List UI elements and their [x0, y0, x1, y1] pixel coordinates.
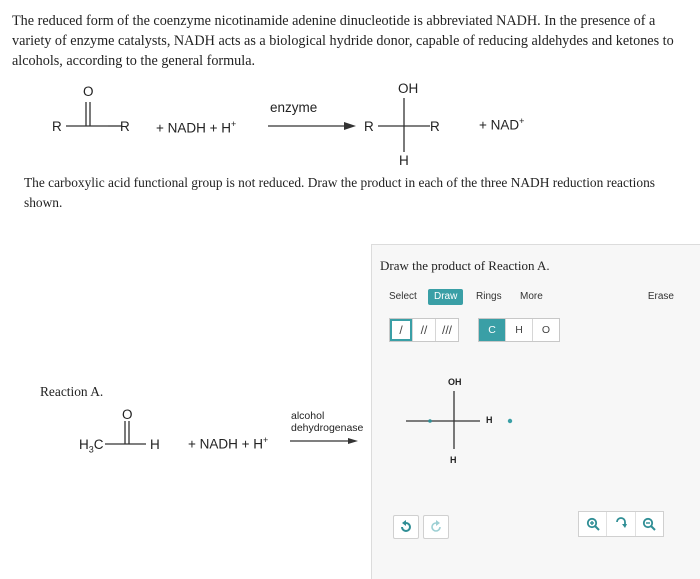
zoom-out-button[interactable] — [636, 512, 663, 536]
triple-bond-button[interactable]: /// — [441, 323, 452, 337]
zoom-controls — [578, 511, 664, 537]
zoom-reset-icon — [614, 517, 628, 531]
oxygen-atom-button[interactable]: O — [541, 324, 551, 336]
ketone-r-right: R — [120, 119, 130, 134]
alcohol-r-left: R — [364, 119, 374, 134]
zoom-out-icon — [642, 517, 656, 531]
canvas-h-bottom: H — [450, 455, 457, 465]
redo-button[interactable] — [423, 515, 449, 539]
alcohol-r-right: R — [430, 119, 440, 134]
ketone-r-left: R — [52, 119, 62, 134]
rings-tool[interactable]: Rings — [476, 291, 502, 302]
draw-tool[interactable]: Draw — [428, 289, 463, 305]
canvas-oh: OH — [448, 377, 462, 387]
general-arrow-label: enzyme — [270, 100, 318, 115]
double-bond-button[interactable]: // — [413, 319, 436, 341]
carbon-atom-button[interactable]: C — [479, 319, 506, 341]
undo-icon — [399, 520, 413, 534]
arrow-label-dehydrogenase: dehydrogenase — [291, 422, 364, 434]
panel-title: Draw the product of Reaction A. — [380, 258, 550, 273]
drawing-canvas[interactable] — [372, 365, 698, 475]
erase-tool[interactable]: Erase — [647, 291, 674, 302]
ketone-oxygen: O — [83, 84, 94, 99]
reaction-a-label: Reaction A. — [40, 384, 104, 399]
hydrogen-atom-button[interactable]: H — [506, 319, 533, 341]
instruction-paragraph: The carboxylic acid functional group is not reduced. Draw the product in each of the three NADH reduction reactions shown. — [24, 175, 655, 210]
alcohol-oh: OH — [398, 81, 419, 96]
drawing-panel — [371, 244, 700, 579]
undo-button[interactable] — [393, 515, 419, 539]
atom-selector — [478, 318, 560, 342]
zoom-in-icon — [586, 517, 600, 531]
arrow-label-alcohol: alcohol — [291, 410, 325, 422]
general-reaction-bonds — [0, 0, 700, 175]
redo-icon — [429, 520, 443, 534]
intro-paragraph: The reduced form of the coenzyme nicotinamide adenine dinucleotide is abbreviated NADH. In the presence of a variety of enzyme catalysts, NADH acts as a biological hydride donor, capable of reducing aldehydes and ketones to alcohols, according to the general formula. — [12, 13, 674, 69]
zoom-reset-button[interactable] — [607, 512, 635, 536]
canvas-atom-dot — [428, 419, 432, 423]
nad-product: + NAD+ — [479, 116, 525, 133]
general-arrow-head — [344, 122, 356, 130]
reaction-a-arrow-head — [348, 438, 358, 444]
more-tool[interactable]: More — [520, 291, 543, 302]
zoom-in-button[interactable] — [579, 512, 607, 536]
alcohol-h: H — [399, 153, 409, 168]
select-tool[interactable]: Select — [389, 291, 417, 302]
methyl-group: $H_3C$ — [79, 437, 104, 455]
canvas-h-right: H — [486, 415, 493, 425]
aldehyde-h: H — [150, 437, 160, 452]
general-reagents: + NADH + H+ — [156, 119, 237, 136]
aldehyde-oxygen: O — [122, 407, 133, 422]
bond-selector — [389, 318, 459, 342]
reaction-a-reagents: + NADH + H+ — [188, 435, 269, 452]
canvas-cursor-dot — [508, 419, 512, 423]
single-bond-button[interactable]: / — [390, 319, 413, 341]
